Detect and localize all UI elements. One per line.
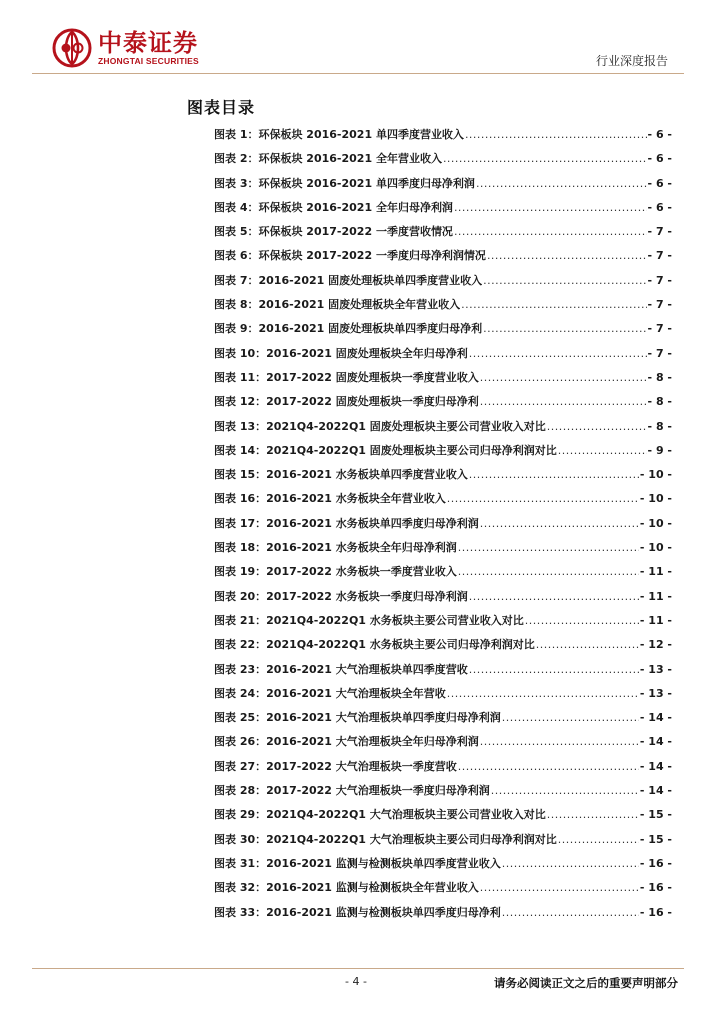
toc-entry[interactable]: [214, 709, 672, 733]
toc-entry[interactable]: [214, 150, 672, 174]
toc-entry-title: 图表 8：2016-2021 固废处理板块全年营业收入: [214, 298, 461, 312]
toc-entry-page: - 8 -: [647, 370, 672, 384]
toc-leader-dots: [447, 687, 639, 700]
toc-entry-page: - 14 -: [639, 784, 672, 798]
toc-entry[interactable]: [214, 418, 672, 442]
toc-entry-page: - 10 -: [639, 541, 672, 555]
toc-entry-page: - 11 -: [639, 565, 672, 579]
toc-entry-title: 图表 14：2021Q4-2022Q1 固废处理板块主要公司归母净利润对比: [214, 443, 557, 457]
toc-entry-title: 图表 19：2017-2022 水务板块一季度营业收入: [214, 565, 457, 579]
toc-entry-page: - 13 -: [639, 662, 672, 676]
toc-entry-title: 图表 33：2016-2021 监测与检测板块单四季度归母净利: [214, 905, 501, 919]
toc-entry[interactable]: [214, 733, 672, 757]
toc-entry-page: - 12 -: [639, 638, 672, 652]
toc-entry-page: - 8 -: [647, 395, 672, 409]
toc-entry-page: - 7 -: [647, 298, 672, 312]
toc-leader-dots: [483, 322, 646, 335]
toc-leader-dots: [476, 177, 647, 190]
toc-entry[interactable]: [214, 199, 672, 223]
toc-leader-dots: [480, 371, 647, 384]
toc-entry-title: 图表 23：2016-2021 大气治理板块单四季度营收: [214, 662, 468, 676]
toc-entry-page: - 10 -: [639, 492, 672, 506]
toc-entry[interactable]: [214, 879, 672, 903]
toc-entry-page: - 7 -: [647, 225, 672, 239]
toc-entry-title: 图表 27：2017-2022 大气治理板块一季度营收: [214, 759, 457, 773]
toc-entry[interactable]: [214, 296, 672, 320]
toc-entry[interactable]: [214, 588, 672, 612]
toc-entry-page: - 14 -: [639, 735, 672, 749]
toc-entry-page: - 11 -: [639, 589, 672, 603]
toc-leader-dots: [458, 565, 639, 578]
toc-entry[interactable]: [214, 563, 672, 587]
toc-leader-dots: [491, 784, 639, 797]
toc-entry-page: - 6 -: [647, 152, 672, 166]
toc-entry-page: - 14 -: [639, 711, 672, 725]
toc-entry-title: 图表 6：环保板块 2017-2022 一季度归母净利润情况: [214, 249, 486, 263]
toc-entry-page: - 10 -: [639, 468, 672, 482]
header-divider: [32, 73, 684, 74]
toc-entry-page: - 7 -: [647, 249, 672, 263]
toc-entry-title: 图表 1：环保板块 2016-2021 单四季度营业收入: [214, 128, 464, 141]
toc-entry[interactable]: [214, 490, 672, 514]
toc-entry-title: 图表 30：2021Q4-2022Q1 大气治理板块主要公司归母净利润对比: [214, 832, 557, 846]
toc-entry-page: - 16 -: [639, 905, 672, 919]
toc-entry-page: - 7 -: [647, 322, 672, 336]
toc-entry[interactable]: [214, 855, 672, 879]
toc-entry-page: - 13 -: [639, 686, 672, 700]
toc-entry-title: 图表 9：2016-2021 固废处理板块单四季度归母净利: [214, 322, 483, 336]
toc-leader-dots: [443, 152, 647, 165]
toc-entry-title: 图表 24：2016-2021 大气治理板块全年营收: [214, 686, 446, 700]
toc-entry-title: 图表 26：2016-2021 大气治理板块全年归母净利润: [214, 735, 479, 749]
logo-chinese-name: 中泰证券: [98, 29, 198, 57]
toc-entry[interactable]: [214, 466, 672, 490]
toc-leader-dots: [465, 128, 647, 141]
toc-leader-dots: [469, 347, 647, 360]
toc-entry[interactable]: [214, 345, 672, 369]
toc-leader-dots: [458, 760, 639, 773]
toc-leader-dots: [536, 638, 639, 651]
toc-entry-page: - 7 -: [647, 273, 672, 287]
toc-entry[interactable]: [214, 685, 672, 709]
toc-entry-title: 图表 18：2016-2021 水务板块全年归母净利润: [214, 541, 457, 555]
toc-entry-title: 图表 5：环保板块 2017-2022 一季度营收情况: [214, 225, 453, 239]
toc-leader-dots: [480, 735, 639, 748]
toc-entry-title: 图表 17：2016-2021 水务板块单四季度归母净利润: [214, 516, 479, 530]
toc-entry-title: 图表 22：2021Q4-2022Q1 水务板块主要公司归母净利润对比: [214, 638, 535, 652]
toc-entry[interactable]: [214, 175, 672, 199]
toc-leader-dots: [502, 857, 639, 870]
company-logo: [52, 28, 199, 68]
toc-leader-dots: [454, 201, 647, 214]
toc-entry[interactable]: [214, 831, 672, 855]
report-type-label: 行业深度报告: [595, 54, 668, 68]
toc-entry-title: 图表 11：2017-2022 固废处理板块一季度营业收入: [214, 370, 479, 384]
toc-leader-dots: [558, 444, 647, 457]
toc-entry-title: 图表 2：环保板块 2016-2021 全年营业收入: [214, 152, 442, 166]
toc-entry-title: 图表 25：2016-2021 大气治理板块单四季度归母净利润: [214, 711, 501, 725]
toc-leader-dots: [547, 808, 639, 821]
toc-entry[interactable]: [214, 782, 672, 806]
toc-entry-page: - 16 -: [639, 856, 672, 870]
toc-leader-dots: [454, 225, 647, 238]
toc-entry-title: 图表 3：环保板块 2016-2021 单四季度归母净利润: [214, 176, 475, 190]
toc-leader-dots: [480, 395, 647, 408]
page-header: [0, 0, 724, 82]
toc-entry[interactable]: [214, 272, 672, 296]
toc-entry-title: 图表 7：2016-2021 固废处理板块单四季度营业收入: [214, 273, 483, 287]
toc-entry-title: 图表 13：2021Q4-2022Q1 固废处理板块主要公司营业收入对比: [214, 419, 546, 433]
toc-entry[interactable]: [214, 442, 672, 466]
zhongtai-logo-icon: [52, 28, 92, 68]
toc-entry[interactable]: [214, 320, 672, 344]
toc-entry-title: 图表 31：2016-2021 监测与检测板块单四季度营业收入: [214, 856, 501, 870]
toc-leader-dots: [461, 298, 646, 311]
toc-entry[interactable]: [214, 539, 672, 563]
toc-entry[interactable]: [214, 515, 672, 539]
toc-leader-dots: [480, 881, 639, 894]
figure-toc-list: [214, 126, 672, 928]
toc-entry[interactable]: [214, 758, 672, 782]
disclaimer-text: 请务必阅读正文之后的重要声明部分: [494, 976, 678, 990]
toc-title: 图表目录: [187, 98, 256, 117]
logo-english-name: ZHONGTAI SECURITIES: [98, 56, 199, 66]
toc-entry-page: - 6 -: [647, 176, 672, 190]
toc-entry[interactable]: [214, 661, 672, 685]
toc-leader-dots: [480, 517, 639, 530]
toc-entry-page: - 6 -: [647, 200, 672, 214]
toc-entry[interactable]: [214, 904, 672, 928]
toc-entry[interactable]: [214, 369, 672, 393]
toc-entry-title: 图表 20：2017-2022 水务板块一季度归母净利润: [214, 589, 468, 603]
toc-entry-page: - 10 -: [639, 516, 672, 530]
toc-entry[interactable]: [214, 806, 672, 830]
toc-leader-dots: [469, 468, 639, 481]
toc-entry[interactable]: [214, 223, 672, 247]
toc-entry-title: 图表 16：2016-2021 水务板块全年营业收入: [214, 492, 446, 506]
toc-entry[interactable]: [214, 247, 672, 271]
toc-entry-title: 图表 29：2021Q4-2022Q1 大气治理板块主要公司营业收入对比: [214, 808, 546, 822]
toc-entry-page: - 16 -: [639, 881, 672, 895]
toc-leader-dots: [447, 492, 639, 505]
footer-divider: [32, 968, 684, 969]
toc-leader-dots: [487, 249, 647, 262]
toc-leader-dots: [458, 541, 639, 554]
toc-leader-dots: [469, 663, 639, 676]
toc-entry-page: - 11 -: [639, 613, 672, 627]
toc-leader-dots: [558, 833, 639, 846]
toc-entry-title: 图表 15：2016-2021 水务板块单四季度营业收入: [214, 468, 468, 482]
page-number: - 4 -: [345, 975, 367, 988]
toc-entry-page: - 7 -: [647, 346, 672, 360]
toc-entry[interactable]: [214, 636, 672, 660]
toc-entry-page: - 8 -: [647, 419, 672, 433]
toc-entry-title: 图表 4：环保板块 2016-2021 全年归母净利润: [214, 200, 453, 214]
toc-entry[interactable]: [214, 126, 672, 150]
toc-entry-page: - 14 -: [639, 759, 672, 773]
toc-entry[interactable]: [214, 612, 672, 636]
toc-leader-dots: [547, 420, 647, 433]
toc-leader-dots: [483, 274, 646, 287]
toc-entry-title: 图表 28：2017-2022 大气治理板块一季度归母净利润: [214, 784, 490, 798]
toc-leader-dots: [525, 614, 639, 627]
toc-leader-dots: [502, 711, 639, 724]
toc-entry-page: - 15 -: [639, 808, 672, 822]
toc-entry-title: 图表 10：2016-2021 固废处理板块全年归母净利: [214, 346, 468, 360]
toc-leader-dots: [502, 906, 639, 919]
toc-entry-page: - 6 -: [647, 128, 672, 141]
toc-entry-page: - 9 -: [647, 443, 672, 457]
toc-entry-title: 图表 12：2017-2022 固废处理板块一季度归母净利: [214, 395, 479, 409]
toc-entry-page: - 15 -: [639, 832, 672, 846]
toc-entry-title: 图表 32：2016-2021 监测与检测板块全年营业收入: [214, 881, 479, 895]
toc-entry-title: 图表 21：2021Q4-2022Q1 水务板块主要公司营业收入对比: [214, 613, 524, 627]
toc-leader-dots: [469, 590, 639, 603]
toc-entry[interactable]: [214, 393, 672, 417]
